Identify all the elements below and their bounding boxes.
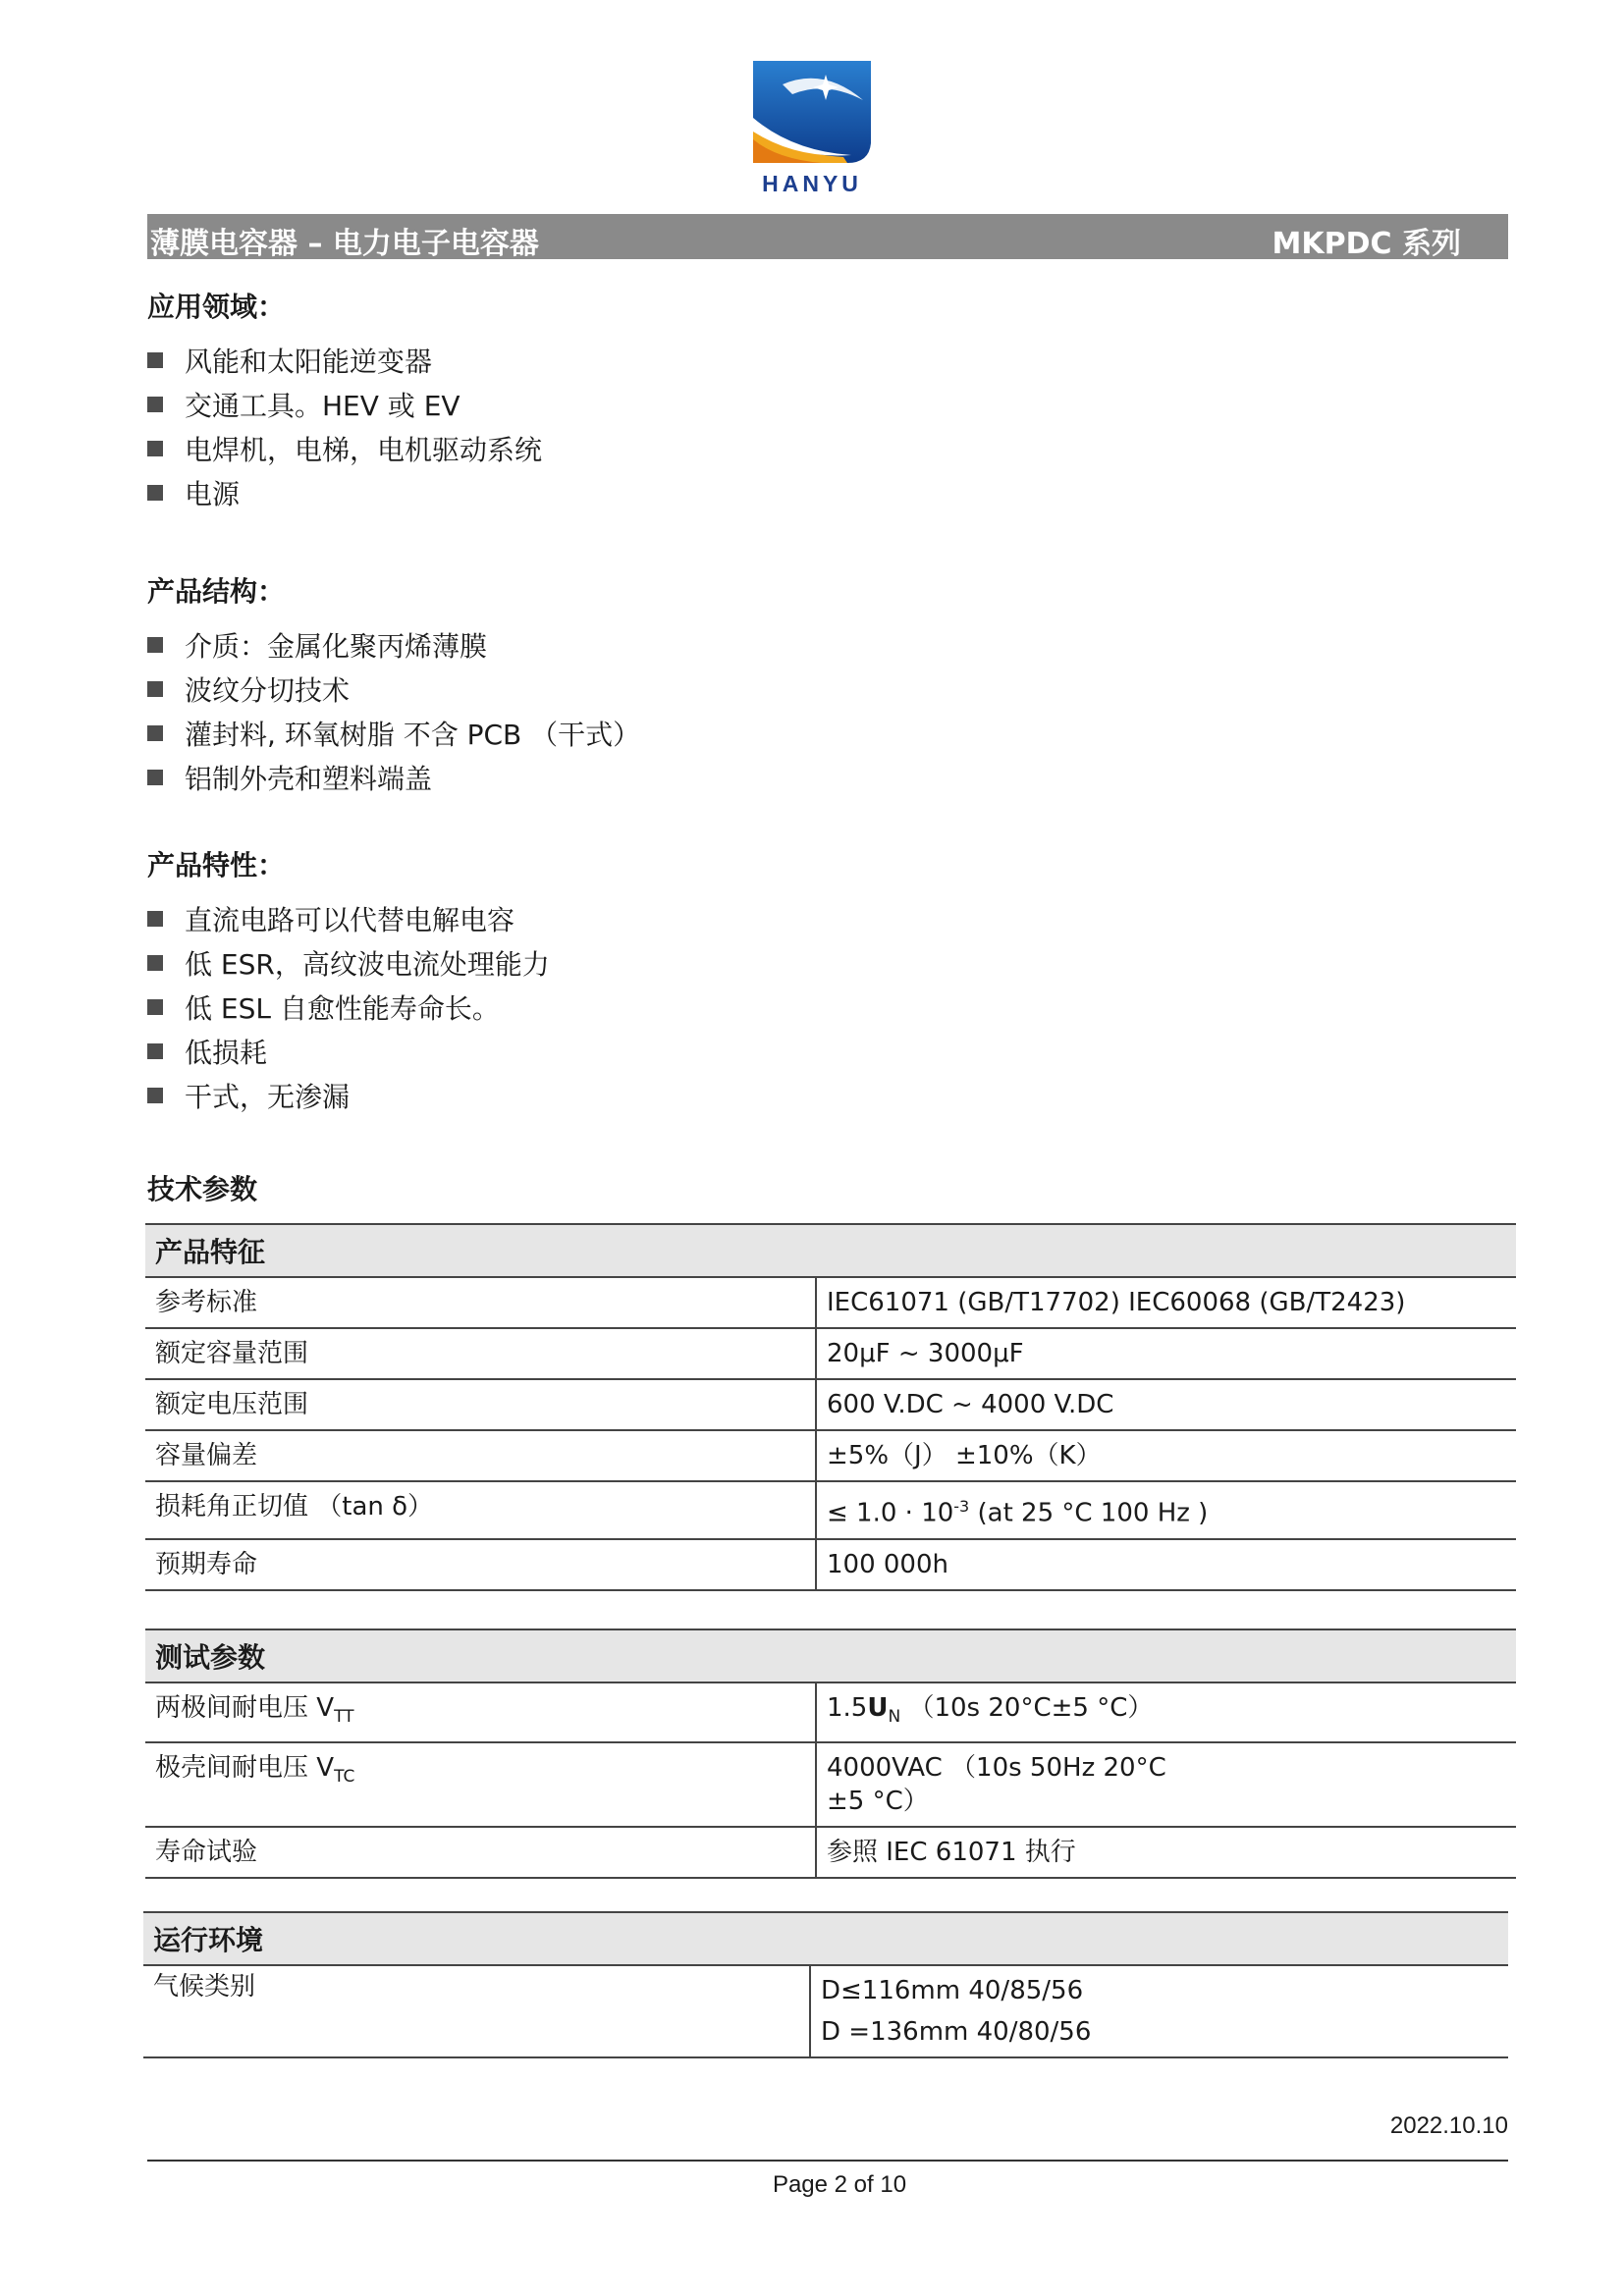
row-label: 气候类别: [143, 1965, 810, 2057]
row-value: 20μF ~ 3000μF: [816, 1328, 1516, 1379]
table-header: 测试参数: [145, 1629, 1516, 1682]
list-item: 铝制外壳和塑料端盖: [147, 762, 640, 806]
tech-params-title: 技术参数: [147, 1173, 258, 1205]
hanyu-logo: [0, 61, 1624, 197]
test-parameters-table: [145, 1629, 1516, 1879]
table-row: [145, 1682, 1516, 1742]
table-header-row: [143, 1912, 1508, 1965]
row-label: 参考标准: [145, 1277, 816, 1328]
section-title: 产品特性：: [147, 849, 286, 881]
row-label: 损耗角正切值 （tan δ）: [145, 1481, 816, 1539]
square-bullet-icon: [147, 352, 163, 368]
row-label: 容量偏差: [145, 1430, 816, 1481]
square-bullet-icon: [147, 911, 163, 927]
row-label: 极壳间耐电压 $V_{TC}$: [145, 1742, 816, 1827]
row-value: $1.5U_N$ （10s 20°C±5 °C）: [816, 1682, 1516, 1742]
list-item: 电源: [147, 477, 542, 521]
document-date: 2022.10.10: [1389, 2112, 1508, 2139]
row-value: D≤116mm 40/85/56 D =136mm 40/80/56: [810, 1965, 1508, 2057]
table-header-row: [145, 1629, 1516, 1682]
brand-name: HANYU: [762, 171, 862, 196]
table-row: [145, 1539, 1516, 1590]
bullet-list: [147, 903, 550, 1124]
square-bullet-icon: [147, 1088, 163, 1103]
section-structure: [147, 574, 640, 806]
table-row: [145, 1379, 1516, 1430]
square-bullet-icon: [147, 681, 163, 697]
table-row: [145, 1481, 1516, 1539]
row-value: ≤ $1.0 \cdot 10^{-3}$ (at 25 °C 100 Hz ): [816, 1481, 1516, 1539]
square-bullet-icon: [147, 637, 163, 653]
square-bullet-icon: [147, 725, 163, 741]
product-characteristics-table: [145, 1223, 1516, 1591]
row-value: 4000VAC （10s 50Hz 20°C ±5 °C）: [816, 1742, 1516, 1827]
row-label: 预期寿命: [145, 1539, 816, 1590]
table-row: [145, 1430, 1516, 1481]
row-label: 额定电压范围: [145, 1379, 816, 1430]
bullet-list: [147, 629, 640, 806]
square-bullet-icon: [147, 441, 163, 456]
table-row: [145, 1827, 1516, 1878]
row-value: 100 000h: [816, 1539, 1516, 1590]
list-item: 直流电路可以代替电解电容: [147, 903, 550, 947]
table-row: [143, 1965, 1508, 2057]
table-header-row: [145, 1224, 1516, 1277]
list-item: 低 ESR，高纹波电流处理能力: [147, 947, 550, 991]
square-bullet-icon: [147, 1043, 163, 1059]
list-item: 交通工具。HEV 或 EV: [147, 389, 542, 433]
footer-divider: [147, 2160, 1508, 2162]
hanyu-logo-icon: [753, 61, 871, 167]
table-row: [145, 1742, 1516, 1827]
table-row: [145, 1277, 1516, 1328]
row-value: IEC61071 (GB/T17702) IEC60068 (GB/T2423): [816, 1277, 1516, 1328]
square-bullet-icon: [147, 999, 163, 1015]
section-features: [147, 848, 550, 1124]
section-title: 应用领域：: [147, 291, 286, 323]
list-item: 波纹分切技术: [147, 673, 640, 718]
table-header: 运行环境: [143, 1912, 1508, 1965]
bullet-list: [147, 345, 542, 521]
list-item: 低 ESL 自愈性能寿命长。: [147, 991, 550, 1036]
row-label: 两极间耐电压 $V_{TT}$: [145, 1682, 816, 1742]
square-bullet-icon: [147, 485, 163, 501]
square-bullet-icon: [147, 397, 163, 412]
operating-environment-table: [143, 1911, 1508, 2058]
row-value: 600 V.DC ~ 4000 V.DC: [816, 1379, 1516, 1430]
section-title: 产品结构：: [147, 575, 286, 608]
list-item: 灌封料, 环氧树脂 不含 PCB （干式）: [147, 718, 640, 762]
list-item: 介质：金属化聚丙烯薄膜: [147, 629, 640, 673]
table-header: 产品特征: [145, 1224, 1516, 1277]
section-applications: [147, 290, 542, 521]
square-bullet-icon: [147, 770, 163, 785]
exponent: -3: [953, 1497, 970, 1516]
row-label: 额定容量范围: [145, 1328, 816, 1379]
list-item: 干式，无渗漏: [147, 1080, 550, 1124]
series-name: MKPDC 系列: [1272, 227, 1461, 261]
square-bullet-icon: [147, 955, 163, 971]
page-number: Page 2 of 10: [772, 2171, 907, 2198]
list-item: 电焊机，电梯，电机驱动系统: [147, 433, 542, 477]
list-item: 低损耗: [147, 1036, 550, 1080]
row-value: 参照 IEC 61071 执行: [816, 1827, 1516, 1878]
row-label: 寿命试验: [145, 1827, 816, 1878]
list-item: 风能和太阳能逆变器: [147, 345, 542, 389]
document-title: 薄膜电容器 – 电力电子电容器: [150, 227, 539, 261]
document-title-bar: [147, 214, 1508, 259]
row-value: ±5%（J） ±10%（K）: [816, 1430, 1516, 1481]
table-row: [145, 1328, 1516, 1379]
